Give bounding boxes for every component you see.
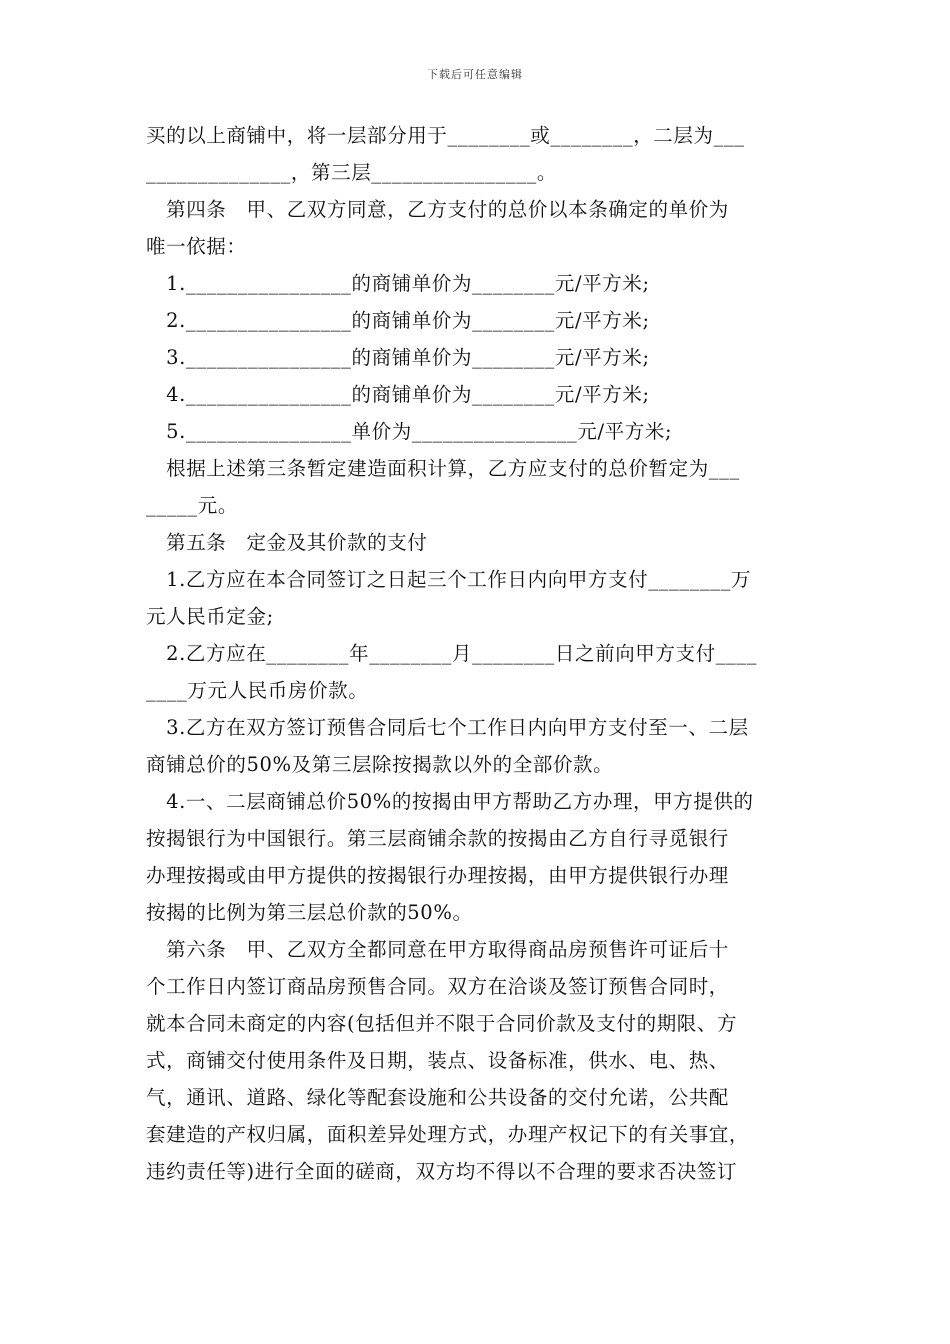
text-line: 根据上述第三条暂定建造面积计算，乙方应支付的总价暂定为___	[146, 457, 740, 480]
text-line: 按揭银行为中国银行。第三层商铺余款的按揭由乙方自行寻觅银行	[146, 827, 729, 850]
text-line: 违约责任等)进行全面的磋商，双方均不得以不合理的要求否决签订	[146, 1160, 738, 1183]
text-line: 2.________________的商铺单价为________元/平方米;	[146, 309, 650, 332]
text-line: ____万元人民币房价款。	[146, 679, 369, 702]
text-line: 3.________________的商铺单价为________元/平方米;	[146, 346, 650, 369]
text-line: 商铺总价的50%及第三层除按揭款以外的全部价款。	[146, 753, 614, 776]
text-line: 买的以上商铺中，将一层部分用于________或________，二层为___	[146, 124, 745, 147]
text-line: 就本合同未商定的内容(包括但并不限于合同价款及支付的期限、方	[146, 1012, 738, 1035]
document-body	[146, 117, 826, 1190]
text-line: 个工作日内签订商品房预售合同。双方在洽谈及签订预售合同时，	[146, 975, 729, 998]
text-line: 按揭的比例为第三层总价款的50%。	[146, 901, 473, 924]
text-line: 1.乙方应在本合同签订之日起三个工作日内向甲方支付________万	[146, 568, 752, 591]
text-line: 办理按揭或由甲方提供的按揭银行办理按揭，由甲方提供银行办理	[146, 864, 729, 887]
text-line: 气，通讯、道路、绿化等配套设施和公共设备的交付允诺，公共配	[146, 1086, 729, 1109]
text-line: _____元。	[146, 494, 238, 517]
text-line: 唯一依据：	[146, 235, 247, 258]
text-line: 4.一、二层商铺总价50%的按揭由甲方帮助乙方办理，甲方提供的	[146, 790, 754, 813]
text-line: 第四条 甲、乙双方同意，乙方支付的总价以本条确定的单价为	[146, 198, 729, 221]
page-header-note: 下载后可任意编辑	[427, 68, 523, 81]
text-line: 5.________________单价为________________元/平方米;	[146, 420, 673, 443]
text-line: 1.________________的商铺单价为________元/平方米;	[146, 272, 650, 295]
text-line: 式，商铺交付使用条件及日期，装点、设备标准，供水、电、热、	[146, 1049, 729, 1072]
text-line: ______________，第三层________________。	[146, 161, 557, 184]
text-line: 套建造的产权归属，面积差异处理方式，办理产权记下的有关事宜，	[146, 1123, 750, 1146]
text-line: 2.乙方应在________年________月________日之前向甲方支付____	[146, 642, 758, 665]
text-line: 第五条 定金及其价款的支付	[146, 531, 428, 554]
text-line: 元人民币定金;	[146, 605, 274, 628]
text-line: 4.________________的商铺单价为________元/平方米;	[146, 383, 650, 406]
text-line: 第六条 甲、乙双方全都同意在甲方取得商品房预售许可证后十	[146, 938, 729, 961]
text-line: 3.乙方在双方签订预售合同后七个工作日内向甲方支付至一、二层	[146, 716, 749, 739]
